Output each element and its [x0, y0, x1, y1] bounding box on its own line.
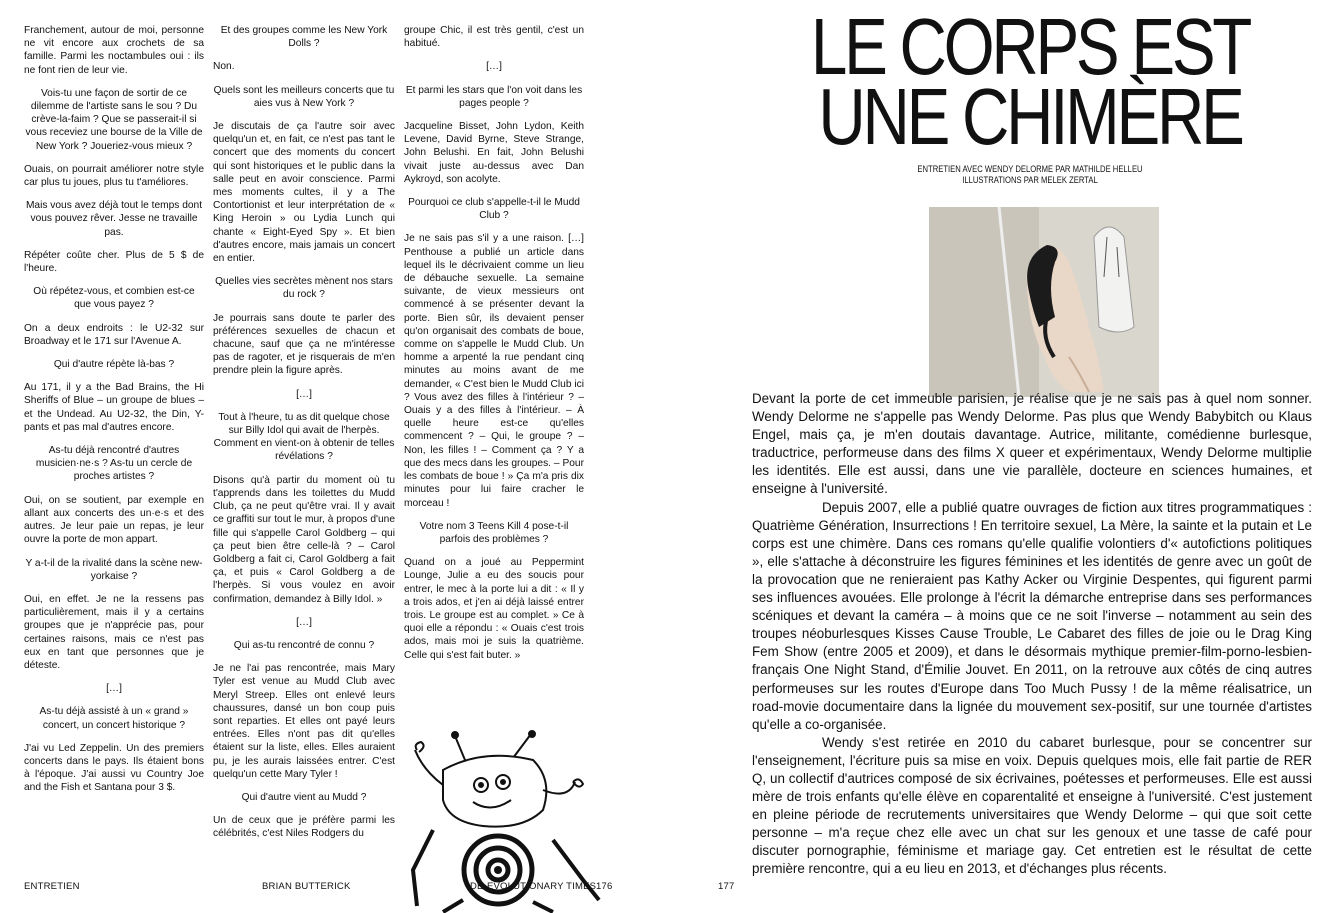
interview-question: Quels sont les meilleurs concerts que tu aies vus à New York ?: [213, 84, 395, 109]
interview-answer: Je ne sais pas s'il y a une raison. […] Penthouse a publié un article dans lequel ils le décrivaient comme un lieu de débauche sexuelle. La semaine suivante, de vieux messieurs ont commencé à se présenter devant la porte. Bien sûr, ils devaient penser qu'on organisait des combats de boue, comme on s'appelle le Mudd Club. Un homme a arpenté la rue pendant cinq minutes au moins avant de me demander, « C'est bien le Mudd Club ici ? Vous avez des filles à l'intérieur ? – Ouais y a des filles à l'intérieur. – À quelle heure est-ce qu'elles commencent ? – Qui, le groupe ? – Non, les filles ! – Comment ça ? Y a que des mecs dans les groupes. – Pour les combats de boue ! » Ça m'a pris dix minutes pour lui faire cracher le morceau !: [404, 233, 584, 509]
article-body: [752, 390, 1312, 879]
interview-answer: Je pourrais sans doute te parler des préférences sexuelles de chacun et chacune, sauf que ça ne m'intéresse pas de ragoter, et je risquerais de m'en prendre plein la figure après.: [213, 312, 395, 377]
interview-question: Pourquoi ce club s'appelle-t-il le Mudd Club ?: [408, 197, 580, 222]
footer-page-number-left: 176: [596, 881, 613, 892]
interview-question: Qui d'autre vient au Mudd ?: [241, 791, 367, 803]
ellipsis-cut: […]: [486, 61, 502, 73]
interview-question: Qui as-tu rencontré de connu ?: [233, 639, 375, 651]
interview-answer: On a deux endroits : le U2-32 sur Broadway et le 171 sur l'Avenue A.: [24, 322, 204, 347]
interview-answer: Oui, en effet. Je ne la ressens pas particulièrement, mais il y a certains groupes que je n'apprécie pas, pour certaines raisons, mais ce n'est pas eux en tant que personnes que je déteste.: [24, 593, 204, 671]
interview-answer: Je ne l'ai pas rencontrée, mais Mary Tyler est venue au Mudd Club avec Meryl Streep. Elles ont enlevé leurs chaussures, dansé un bon coup puis sont reparties. Et elles ont payé leurs entrées. Elles n'ont pas dit qu'elles étaient sur la liste, elles. Elles auraient pu, je les aurais laissées entrer. C'est quelqu'un cette Mary Tyler !: [213, 663, 395, 780]
interview-answer: J'ai vu Led Zeppelin. Un des premiers concerts dans le pays. Ils étaient bons à l'époque. J'ai aussi vu Country Joe and the Fish et Santana pour 3 $.: [24, 742, 204, 794]
interview-question: Où répétez-vous, et combien est-ce que vous payez ?: [33, 286, 195, 311]
interview-question: Vois-tu une façon de sortir de ce dilemme de l'artiste sans le sou ? Du crève-la-faim ? Que se passerait-il si vous receviez une bourse de la Ville de New York ? Joueriez-vous mieux ?: [25, 87, 203, 152]
interview-column-1: [24, 24, 204, 805]
interview-answer: Un de ceux que je préfère parmi les célébrités, c'est Niles Rodgers du: [213, 815, 395, 840]
interview-question: Qui d'autre répète là-bas ?: [53, 359, 175, 371]
interview-column-2: [213, 24, 395, 851]
credit-interview: ENTRETIEN AVEC WENDY DELORME PAR MATHILDE HELLEU: [917, 164, 1143, 174]
interview-answer: Répéter coûte cher. Plus de 5 $ de l'heure.: [24, 249, 204, 275]
footer-page-number-right: 177: [718, 881, 735, 892]
interview-answer: Non.: [213, 61, 235, 73]
interview-question: Et parmi les stars que l'on voit dans les pages people ?: [405, 84, 583, 109]
body-paragraph-1: Devant la porte de cet immeuble parisien, je réalise que je ne sais pas à quel nom sonner. Wendy Delorme ne s'appelle pas Wendy Delorme. Pas plus que Wendy Babybitch ou Klaus Engel, mais ça, je m'en doutais davantage. Autrice, militante, comédienne burlesque, traductrice, performeuse dans des films X queer et expérimentaux, Wendy Delorme multiplie les identités. Elle est aussi, dans une vie parallèle, docteure en sciences humaines, et enseigne à l'université.: [752, 391, 1312, 497]
interview-question: As-tu déjà assisté à un « grand » concert, un concert historique ?: [39, 706, 189, 731]
interview-answer: groupe Chic, il est très gentil, c'est un habitué.: [404, 25, 584, 50]
interview-question: Votre nom 3 Teens Kill 4 pose-t-il parfois des problèmes ?: [419, 520, 569, 545]
interview-answer: Au 171, il y a the Bad Brains, the Hi Sheriffs of Blue – un groupe de blues – et the Undead. Au U2-32, the Din, Y-pants et pas mal d'autres encore.: [24, 382, 204, 433]
interview-answer: Oui, on se soutient, par exemple en allant aux concerts des un·e·s et des autres. Je leur paie un repas, je leur ouvre la porte de mon appart.: [24, 494, 204, 546]
ellipsis-cut: […]: [106, 683, 122, 695]
interview-column-3: [404, 24, 584, 672]
interview-answer: Disons qu'à partir du moment où tu t'apprends dans les toilettes du Mudd Club, ça ne peut qu'être vrai. Il y avait ce graffiti sur tout le mur, à propos d'une fille qui s'appelle Carol Goldberg – qui ça peut bien être celle-là ? – Carol Goldberg a fait ci, Carol Goldberg a fait ça, et puis « Carol Goldberg a de l'herpès. Si vous voulez en avoir confirmation, demandez à Billy Idol. »: [213, 474, 395, 605]
interview-question: Quelles vies secrètes mènent nos stars du rock ?: [215, 276, 393, 301]
body-paragraph-3: Wendy s'est retirée en 2010 du cabaret burlesque, pour se concentrer sur l'enseignement, l'écriture puis sa mise en voix. Depuis quelques mois, elle fait partie de RER Q, un collectif d'autrices composé de six écrivaines, poétesses et performeuses. Elle est aussi mère de trois enfants qu'elle élève en coparentalité et enseigne à l'université. C'est justement en pleine période de recrutements universitaires que Wendy Delorme – qui que soit cette personne – m'a reçue chez elle avec un chat sur les genoux et une tasse de café pour discuter pornographie, féminisme et mariage gay. Cet entretien est le résultat de cette première rencontre, qui a eu lieu en 2013, et d'échanges plus récents.: [752, 734, 1312, 877]
title-line-1: LE CORPS EST: [810, 2, 1250, 91]
interview-question: As-tu déjà rencontré d'autres musicien·ne·s ? As-tu un cercle de proches artistes ?: [35, 445, 193, 483]
article-credits: [818, 164, 1243, 186]
footer-section-label: ENTRETIEN: [24, 881, 80, 892]
title-line-2: UNE CHIMÈRE: [818, 72, 1242, 161]
interview-answer: Je discutais de ça l'autre soir avec quelqu'un et, en fait, ce n'est pas tant le concert que des moments du concert qui sont historiques et le public dans la salle peut en avoir conscience. Parmi mes moments cultes, il y a The Contortionist et leur interprétation de « King Heroin » ou Lydia Lunch qui chante « Eight-Eyed Spy ». Et bien d'autres encore, mais jamais un concert en entier.: [213, 121, 395, 265]
interview-answer: Ouais, on pourrait améliorer notre style car plus tu joues, plus tu t'améliores.: [24, 163, 204, 189]
interview-answer: Jacqueline Bisset, John Lydon, Keith Levene, David Byrne, Steve Strange, John Belushi. En fait, John Belushi vivait juste au-dessus avec Dan Aykroyd, son acolyte.: [404, 121, 584, 185]
woman-illustration: [929, 207, 1159, 397]
interview-question: Y a-t-il de la rivalité dans la scène new-yorkaise ?: [25, 557, 203, 582]
interview-question: Mais vous avez déjà tout le temps dont vous pouvez rêver. Jesse ne travaille pas.: [25, 200, 203, 238]
ellipsis-cut: […]: [296, 616, 312, 628]
footer-issue-title: DE-EVOLUTIONARY TIMES: [470, 881, 597, 892]
interview-question: Tout à l'heure, tu as dit quelque chose sur Billy Idol qui avait de l'herpès. Comment en vient-on à obtenir de telles révélations ?: [213, 411, 395, 463]
interview-answer: Franchement, autour de moi, personne ne vit encore aux crochets de sa famille. Parmi les noctambules oui : ils ne font rien de leur vie.: [24, 25, 204, 76]
credit-illustrations: ILLUSTRATIONS PAR MELEK ZERTAL: [962, 175, 1098, 185]
footer-author: BRIAN BUTTERICK: [262, 881, 351, 892]
interview-answer: Quand on a joué au Peppermint Lounge, Julie a eu des soucis pour entrer, le mec à la porte lui a dit : « Il y a trois ados, et j'en ai déjà laissé entrer trois. Le groupe est au complet. » Ce à quoi elle a répondu : « Ouais c'est trois ados, mais moi je suis la quatrième. Celle qui s'est fait buter. »: [404, 557, 584, 661]
article-title: [809, 2, 1252, 161]
interview-question: Et des groupes comme les New York Dolls ?: [220, 25, 388, 50]
ellipsis-cut: […]: [296, 388, 312, 400]
body-paragraph-2: Depuis 2007, elle a publié quatre ouvrages de fiction aux titres programmatiques : Quatrième Génération, Insurrections ! En territoire sexuel, La Mère, la sainte et la putain et Le corps est une chimère. Dans ces romans qu'elle qualifie volontiers d'« autofictions politiques », elle s'attache à déconstruire les figures féminines et les identités de genre avec un goût de la provocation que ne renieraient pas Kathy Acker ou Virginie Despentes, qui figurent parmi ses influences avouées. Elle prolonge à l'écrit la démarche entreprise dans ses performances scéniques et devant la caméra – à moins que ce ne soit l'inverse – notamment au sein des troupes néoburlesques Kisses Cause Trouble, Le Cabaret des filles de joie ou le Drag King Fem Show (entre 2005 et 2009), et dans le désormais mythique premier-film-porno-lesbien-français One Night Stand, d'Émilie Jouvet. En 2011, on la retrouve aux côtés de cinq autres performeuses sur les routes d'Europe dans Too Much Pussy ! de la même réalisatrice, un road-movie documentaire dans la lignée du mouvement sex-positif, sur une tournée d'artistes qu'elle a co-organisée.: [752, 499, 1312, 732]
